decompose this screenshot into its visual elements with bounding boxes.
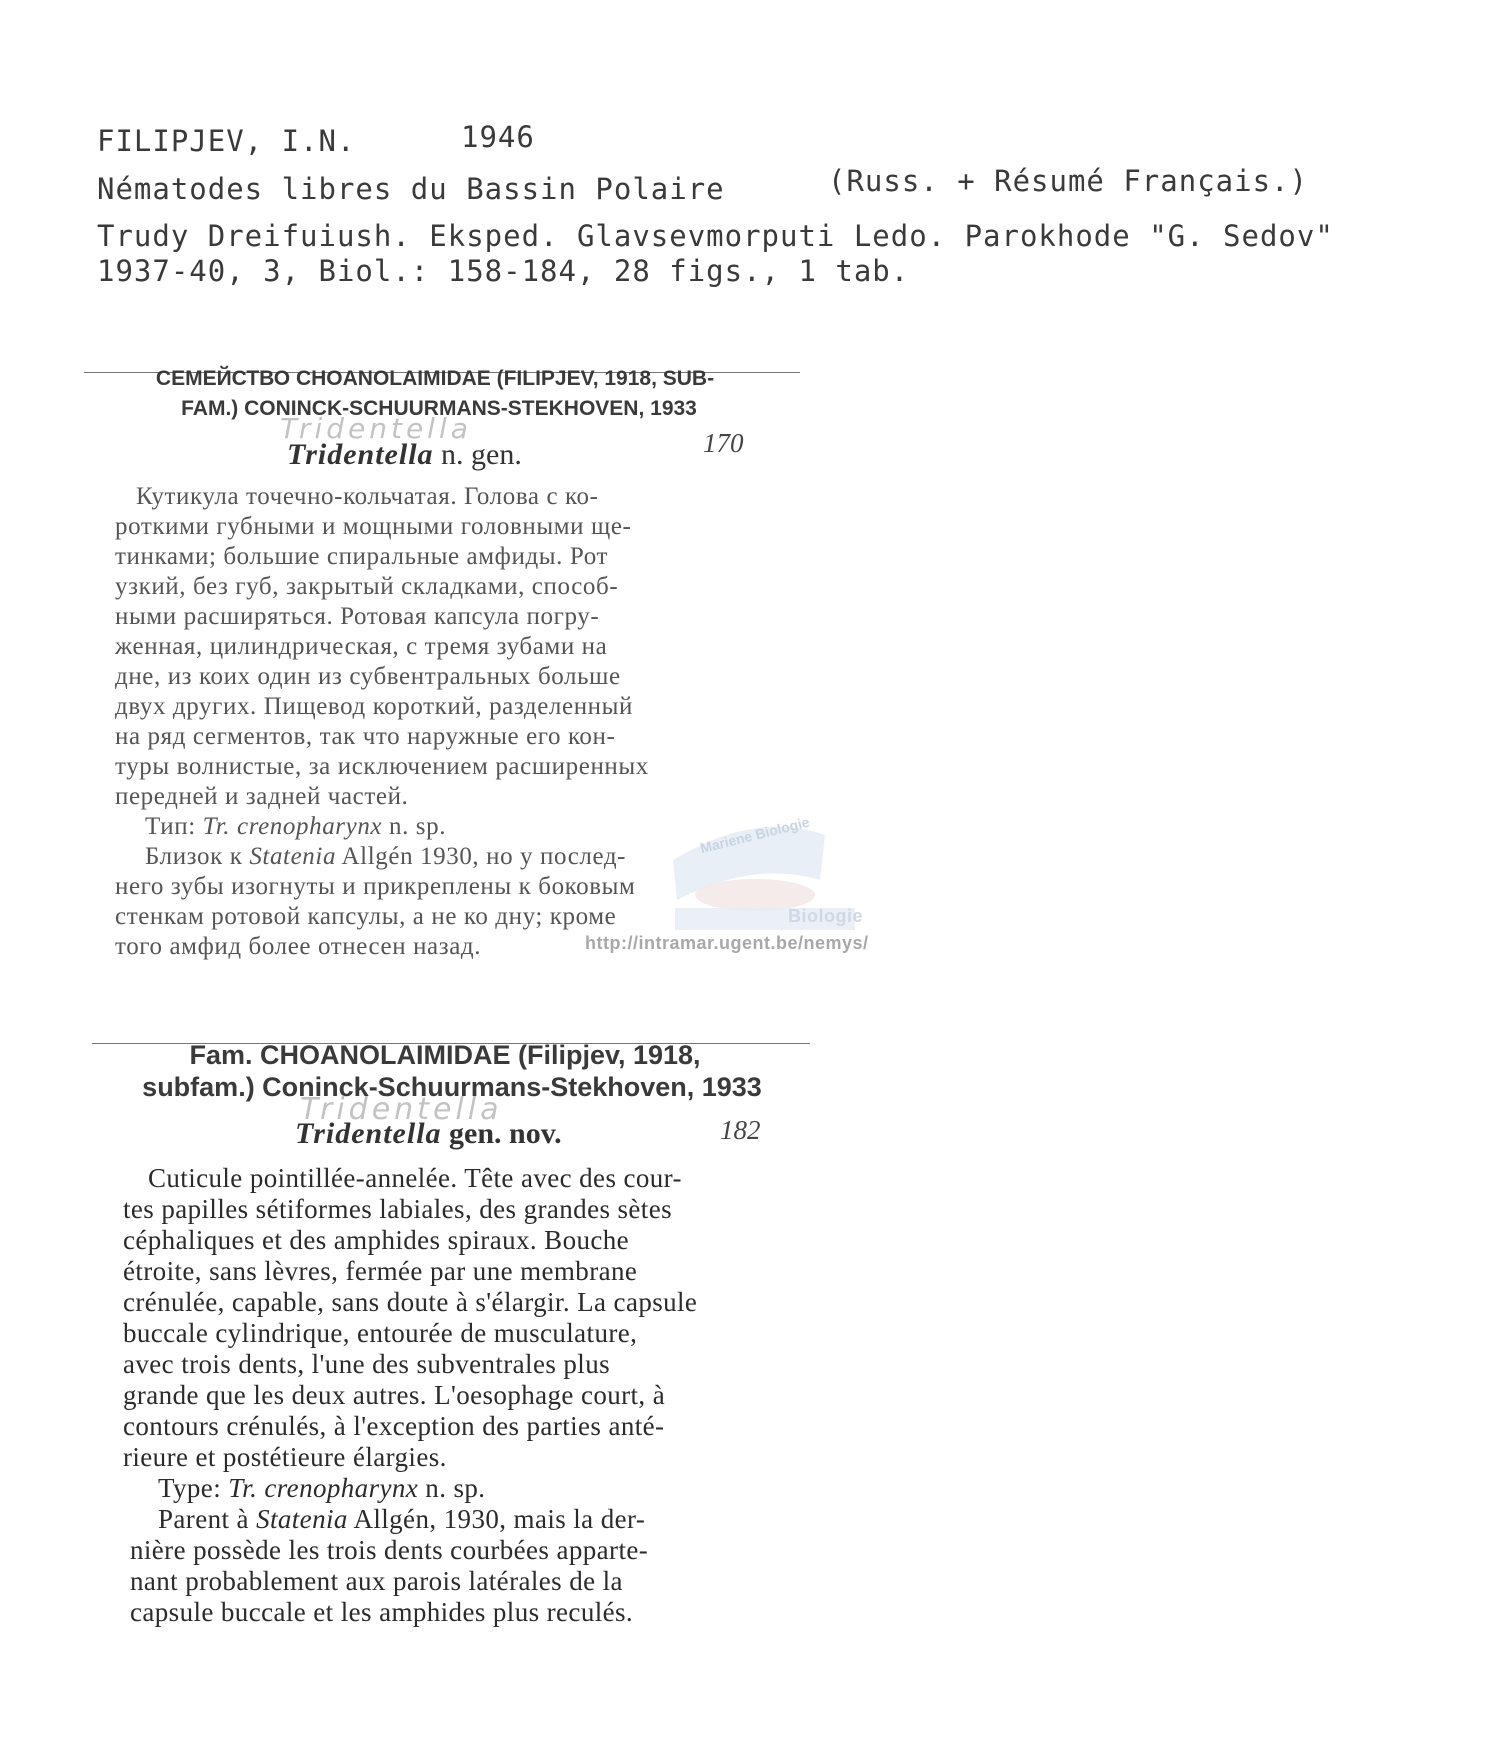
comparison-rest: Allgén, 1930, mais la der- bbox=[353, 1504, 646, 1534]
journal: Trudy Dreifuiush. Eksped. Glavsevmorputi Ledo. Parokhode "G. Sedov" bbox=[97, 219, 1334, 253]
year: 1946 bbox=[461, 120, 535, 154]
text-line: rieure et postétieure élargies. bbox=[123, 1442, 447, 1472]
text-line: nière possède les trois dents courbées apparte- bbox=[130, 1535, 649, 1565]
text-line: туры волнистые, за исключением расширенных bbox=[115, 753, 649, 780]
text-line: передней и задней частей. bbox=[115, 783, 409, 810]
text-line: тинками; большие спиральные амфиды. Рот bbox=[115, 543, 609, 570]
type-suffix: n. sp. bbox=[388, 813, 447, 840]
type-species: Tr. crenopharynx bbox=[202, 813, 383, 840]
text-line: стенкам ротовой капсулы, а не ко дну; кроме bbox=[115, 903, 617, 930]
statenia-name: Statenia bbox=[249, 843, 337, 870]
language-note: (Russ. + Résumé Français.) bbox=[828, 164, 1308, 198]
text-line: nant probablement aux parois latérales de la bbox=[130, 1566, 623, 1596]
text-line: роткими губными и мощными головными ще- bbox=[115, 513, 632, 540]
genus-heading bbox=[295, 1117, 562, 1151]
handwritten-genus: Tridentella bbox=[280, 412, 472, 445]
citation: 1937-40, 3, Biol.: 158-184, 28 figs., 1 tab. bbox=[97, 254, 910, 288]
type-label: Тип: bbox=[145, 813, 196, 840]
genus-name: Tridentella bbox=[287, 438, 434, 471]
russian-heading-line1: СЕМЕЙСТВО CHOANOLAIMIDAE (FILIPJEV, 1918, SUB- bbox=[155, 367, 715, 390]
type-line bbox=[145, 813, 446, 841]
genus-heading bbox=[287, 438, 522, 472]
text-line: grande que les deux autres. L'oesophage court, à bbox=[123, 1380, 666, 1410]
text-line: crénulée, capable, sans doute à s'élargir. La capsule bbox=[123, 1287, 698, 1317]
text-line: ными расширяться. Ротовая капсула погру- bbox=[115, 603, 600, 630]
text-line: étroite, sans lèvres, fermée par une membrane bbox=[123, 1256, 638, 1286]
text-line: Cuticule pointillée-annelée. Tête avec des cour- bbox=[148, 1163, 682, 1193]
page-number: 182 bbox=[720, 1115, 761, 1145]
watermark-url: http://intramar.ugent.be/nemys/ bbox=[585, 933, 869, 953]
text-line: capsule buccale et les amphides plus reculés. bbox=[130, 1597, 634, 1627]
comparison-line bbox=[145, 843, 626, 871]
text-line: avec trois dents, l'une des subventrales plus bbox=[123, 1349, 611, 1379]
text-line: Кутикула точечно-кольчатая. Голова с ко- bbox=[136, 483, 599, 510]
text-line: на ряд сегментов, так что наружные его кон- bbox=[115, 723, 616, 750]
comparison-rest: Allgén 1930, но у послед- bbox=[341, 843, 627, 870]
text-line: céphaliques et des amphides spiraux. Bouche bbox=[123, 1225, 630, 1255]
text-line: дне, из коих один из субвентральных больше bbox=[115, 663, 621, 690]
page-number: 170 bbox=[703, 428, 744, 458]
genus-suffix: n. gen. bbox=[441, 438, 522, 471]
text-line: узкий, без губ, закрытый складками, способ- bbox=[115, 573, 619, 600]
comparison-prefix: Parent à bbox=[158, 1504, 249, 1534]
author: FILIPJEV, I.N. bbox=[97, 124, 356, 158]
statenia-name: Statenia bbox=[256, 1504, 348, 1534]
text-line: женная, цилиндрическая, с тремя зубами на bbox=[115, 633, 608, 660]
type-species: Tr. crenopharynx bbox=[228, 1473, 419, 1503]
french-heading-line2: subfam.) Coninck-Schuurmans-Stekhoven, 1933 bbox=[142, 1072, 762, 1102]
comparison-prefix: Близок к bbox=[145, 843, 243, 870]
type-line bbox=[158, 1473, 485, 1504]
text-line: contours crénulés, à l'exception des parties anté- bbox=[123, 1411, 665, 1441]
type-label: Type: bbox=[158, 1473, 222, 1503]
watermark-text: Biologie bbox=[788, 906, 863, 926]
genus-name: Tridentella bbox=[295, 1117, 442, 1150]
watermark-logo-text: Mariene Biologie bbox=[698, 813, 812, 857]
text-line: него зубы изогнуты и прикреплены к боковым bbox=[115, 873, 636, 900]
genus-suffix: gen. nov. bbox=[449, 1117, 562, 1150]
russian-heading-line2: FAM.) CONINCK-SCHUURMANS-STEKHOVEN, 1933 bbox=[181, 397, 697, 420]
text-line: buccale cylindrique, entourée de musculature, bbox=[123, 1318, 638, 1348]
handwritten-genus: Tridentella bbox=[300, 1092, 503, 1127]
text-line: двух других. Пищевод короткий, разделенный bbox=[115, 693, 634, 720]
text-line: tes papilles sétiformes labiales, des grandes sètes bbox=[123, 1194, 672, 1224]
work-title: Nématodes libres du Bassin Polaire bbox=[97, 172, 725, 206]
french-heading-line1: Fam. CHOANOLAIMIDAE (Filipjev, 1918, bbox=[189, 1040, 701, 1070]
text-line: того амфид более отнесен назад. bbox=[115, 933, 482, 960]
comparison-line bbox=[158, 1504, 645, 1535]
type-suffix: n. sp. bbox=[425, 1473, 486, 1503]
